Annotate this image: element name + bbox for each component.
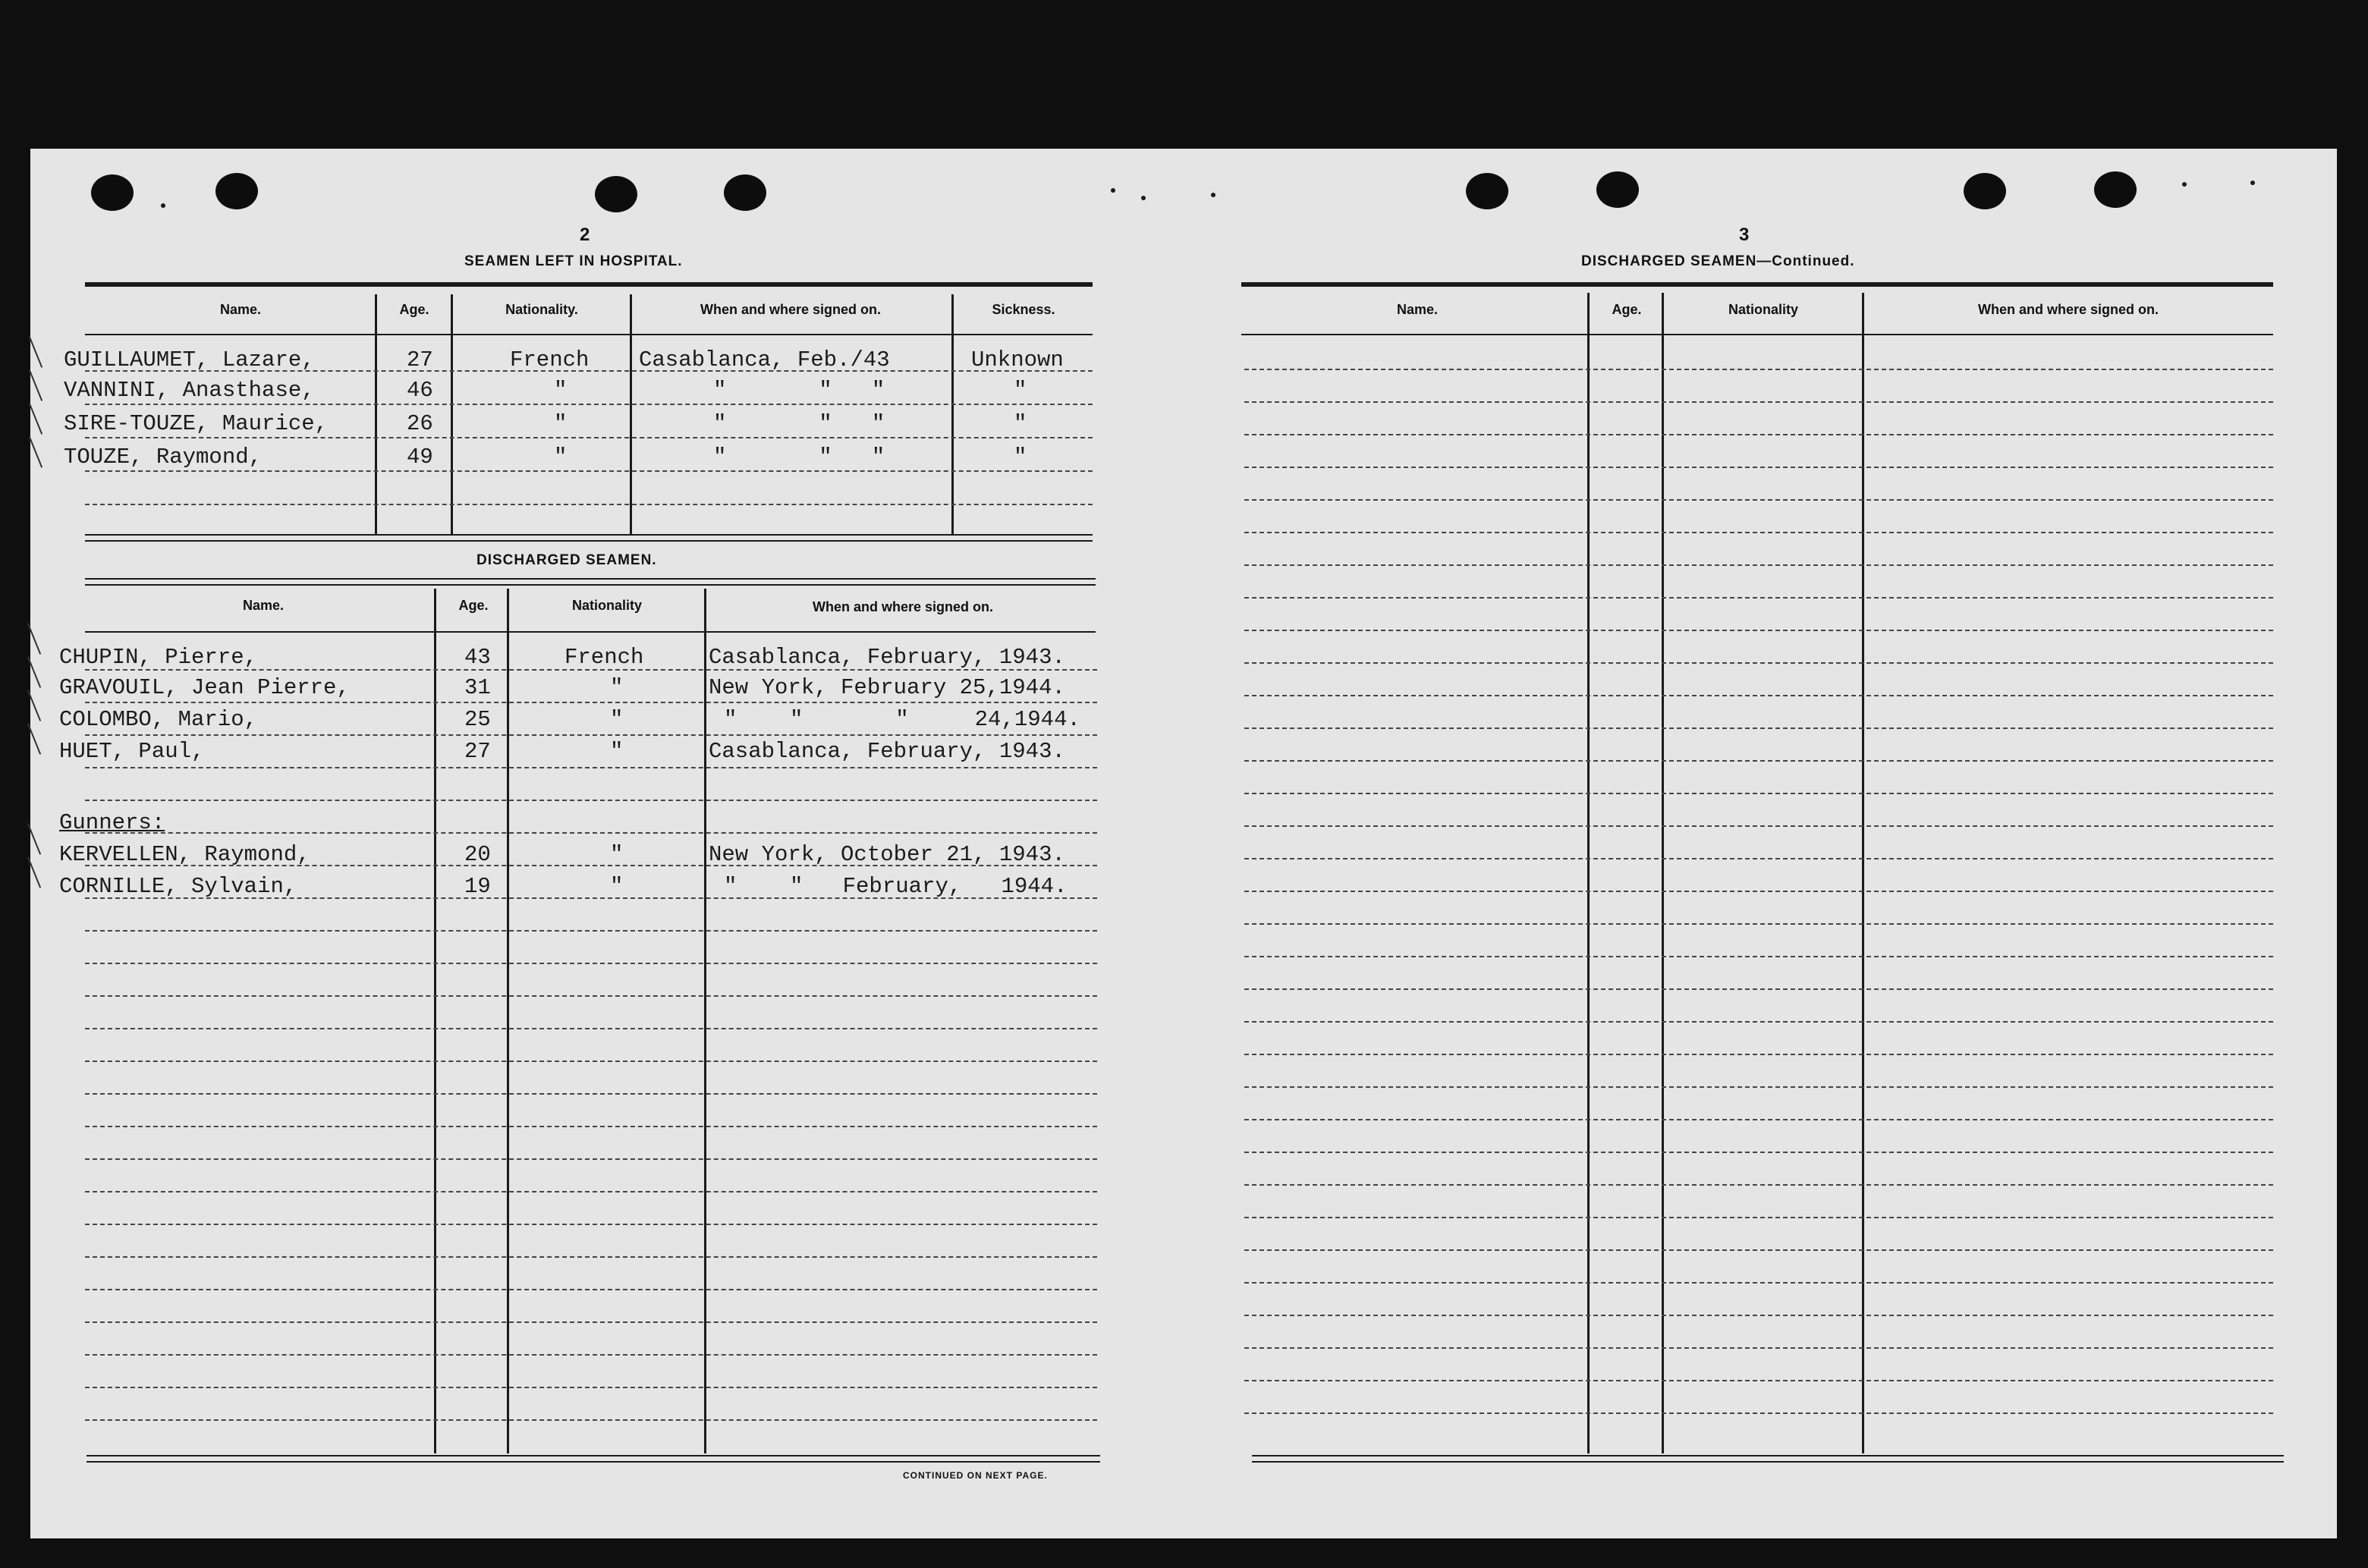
column-header-name: Name. [1396,302,1439,317]
ruled-line [1244,1315,2273,1316]
column-header-nationality: Nationality [571,598,642,613]
hospital-sickness: " [1014,445,1027,470]
hospital-nationality: " [554,378,568,403]
check-mark [27,823,41,855]
column-header-age: Age. [458,598,489,613]
hospital-age: 46 [407,378,433,403]
speck [1141,196,1146,200]
discharged-age: 31 [464,675,491,700]
hospital-sickness: " [1014,378,1027,403]
column-header-name: Name. [242,598,285,613]
check-mark [27,690,41,721]
gunner-nationality: " [610,874,624,899]
hospital-name: GUILLAUMET, Lazare, [64,347,315,372]
punch-hole [1964,173,2006,209]
column-header-name: Name. [219,302,262,317]
gunner-name: CORNILLE, Sylvain, [59,874,297,899]
ruled-line [1244,1380,2273,1381]
punch-hole [215,173,258,209]
continued-note: CONTINUED ON NEXT PAGE. [903,1470,1048,1481]
ruled-line [85,1256,1097,1258]
ruled-line [85,1061,1097,1062]
gunner-name: KERVELLEN, Raymond, [59,842,310,867]
ruled-line [1244,401,2273,403]
ruled-line [1244,467,2273,468]
hospital-name: TOUZE, Raymond, [64,445,263,470]
ruled-line [1244,369,2273,370]
ruled-line [1244,760,2273,762]
punch-hole [2094,171,2137,208]
ruled-line [1244,1412,2273,1414]
discharged-nationality: " [610,739,624,764]
ruled-line [85,734,1097,736]
discharged-signed-on: Casablanca, February, 1943. [709,739,1065,764]
rule [85,631,1096,633]
ruled-line [85,1158,1097,1160]
check-mark [29,336,42,368]
ruled-line [1244,858,2273,859]
gunner-nationality: " [610,842,624,867]
column-header-nationality: Nationality. [505,302,578,317]
speck [161,203,165,208]
hospital-signed-on: " " " [713,378,885,403]
ruled-line [85,832,1097,834]
rule [85,534,1093,536]
check-mark [27,856,41,888]
gunner-age: 19 [464,874,491,899]
column-divider [630,294,632,536]
ruled-line [1244,956,2273,957]
ruled-line [85,470,1093,472]
ruled-line [85,1354,1097,1356]
discharged-age: 25 [464,707,491,732]
speck [1211,193,1215,197]
ruled-line [1244,891,2273,892]
column-header-age: Age. [399,302,429,317]
discharged-nationality: " [610,707,624,732]
ruled-line [1244,727,2273,729]
column-divider [375,294,377,536]
hospital-signed-on: " " " [713,411,885,436]
ruled-line [85,767,1097,768]
hospital-signed-on: Casablanca, Feb./43 [639,347,890,372]
hospital-name: VANNINI, Anasthase, [64,378,315,403]
ruled-line [1244,564,2273,566]
ruled-line [85,1224,1097,1225]
ruled-line [85,1321,1097,1323]
ruled-line [1244,988,2273,990]
punch-hole [91,174,134,211]
ruled-line [1244,1347,2273,1349]
ruled-line [1244,1152,2273,1153]
ruled-line [1244,630,2273,631]
punch-hole [1596,171,1639,208]
ruled-line [85,504,1093,505]
ruled-line [1244,923,2273,925]
ruled-line [85,1191,1097,1192]
hospital-sickness: " [1014,411,1027,436]
column-divider [951,294,954,536]
rule [85,584,1096,586]
ruled-line [1244,1282,2273,1284]
discharged-age: 27 [464,739,491,764]
column-divider [451,294,453,536]
rule [1241,282,2273,287]
check-mark [29,436,42,468]
ruled-line [1244,1184,2273,1186]
ruled-line [85,995,1097,997]
discharged-age: 43 [464,645,491,670]
discharged-signed-on: " " " 24,1944. [724,707,1080,732]
page-number: 2 [580,225,590,245]
column-divider [434,589,436,1453]
ruled-line [1244,1086,2273,1088]
check-mark [27,656,41,688]
column-header-signed-on: When and where signed on. [1977,302,2159,317]
ruled-line [85,404,1093,405]
hospital-nationality: French [510,347,590,372]
hospital-age: 49 [407,445,433,470]
ruled-line [1244,434,2273,435]
ruled-line [1244,1249,2273,1251]
rule [85,578,1096,580]
ruled-line [1244,793,2273,794]
discharged-signed-on: Casablanca, February, 1943. [709,645,1065,670]
hospital-sickness: Unknown [971,347,1064,372]
check-mark [29,369,42,401]
punch-hole [595,176,637,212]
rule [1252,1461,2284,1463]
hospital-age: 27 [407,347,433,372]
ruled-line [1244,1054,2273,1055]
ruled-line [85,1419,1097,1421]
hospital-nationality: " [554,445,568,470]
ruled-line [85,702,1097,703]
discharged-name: COLOMBO, Mario, [59,707,258,732]
check-mark [27,623,41,655]
ruled-line [1244,1119,2273,1120]
rule [85,540,1093,542]
speck [2182,182,2187,187]
discharged-section-title: DISCHARGED SEAMEN. [476,552,657,568]
ruled-line [85,1126,1097,1127]
ruled-line [85,963,1097,964]
gunners-label: Gunners: [59,810,165,835]
gunner-age: 20 [464,842,491,867]
punch-hole [1466,173,1508,209]
discharged-name: CHUPIN, Pierre, [59,645,258,670]
ruled-line [85,1028,1097,1029]
ruled-line [85,800,1097,801]
rule [1252,1455,2284,1456]
ruled-line [85,1387,1097,1388]
ruled-line [85,1093,1097,1095]
column-header-signed-on: When and where signed on. [700,302,882,317]
ruled-line [1244,597,2273,599]
hospital-nationality: " [554,411,568,436]
ruled-line [1244,695,2273,696]
speck [2250,181,2255,185]
rule [86,1461,1100,1463]
hospital-age: 26 [407,411,433,436]
gunner-signed-on: New York, October 21, 1943. [709,842,1065,867]
check-mark [27,723,41,755]
ruled-line [1244,532,2273,533]
ruled-line [85,930,1097,932]
hospital-name: SIRE-TOUZE, Maurice, [64,411,329,436]
column-header-signed-on: When and where signed on. [812,599,994,614]
column-header-sickness: Sickness. [992,302,1055,317]
ruled-line [1244,1217,2273,1218]
page-number: 3 [1739,225,1750,245]
ruled-line [1244,825,2273,827]
rule [1241,334,2273,335]
discharged-continued-title: DISCHARGED SEAMEN—Continued. [1581,253,1855,269]
document-sheet [30,149,2337,1538]
ruled-line [85,1289,1097,1290]
column-divider [704,589,706,1453]
check-mark [29,403,42,435]
rule [85,282,1093,287]
column-header-age: Age. [1612,302,1642,317]
ruled-line [1244,662,2273,664]
punch-hole [724,174,766,211]
speck [1111,188,1115,193]
discharged-nationality: " [610,675,624,700]
hospital-signed-on: " " " [713,445,885,470]
discharged-nationality: French [564,645,644,670]
ruled-line [85,437,1093,438]
column-divider [507,589,509,1453]
hospital-section-title: SEAMEN LEFT IN HOSPITAL. [464,253,683,269]
ruled-line [1244,1021,2273,1023]
rule [86,1455,1100,1456]
rule [85,334,1093,335]
gunner-signed-on: " " February, 1944. [724,874,1068,899]
column-header-nationality: Nationality [1728,302,1798,317]
discharged-name: GRAVOUIL, Jean Pierre, [59,675,350,700]
discharged-signed-on: New York, February 25,1944. [709,675,1065,700]
ruled-line [1244,499,2273,501]
discharged-name: HUET, Paul, [59,739,205,764]
